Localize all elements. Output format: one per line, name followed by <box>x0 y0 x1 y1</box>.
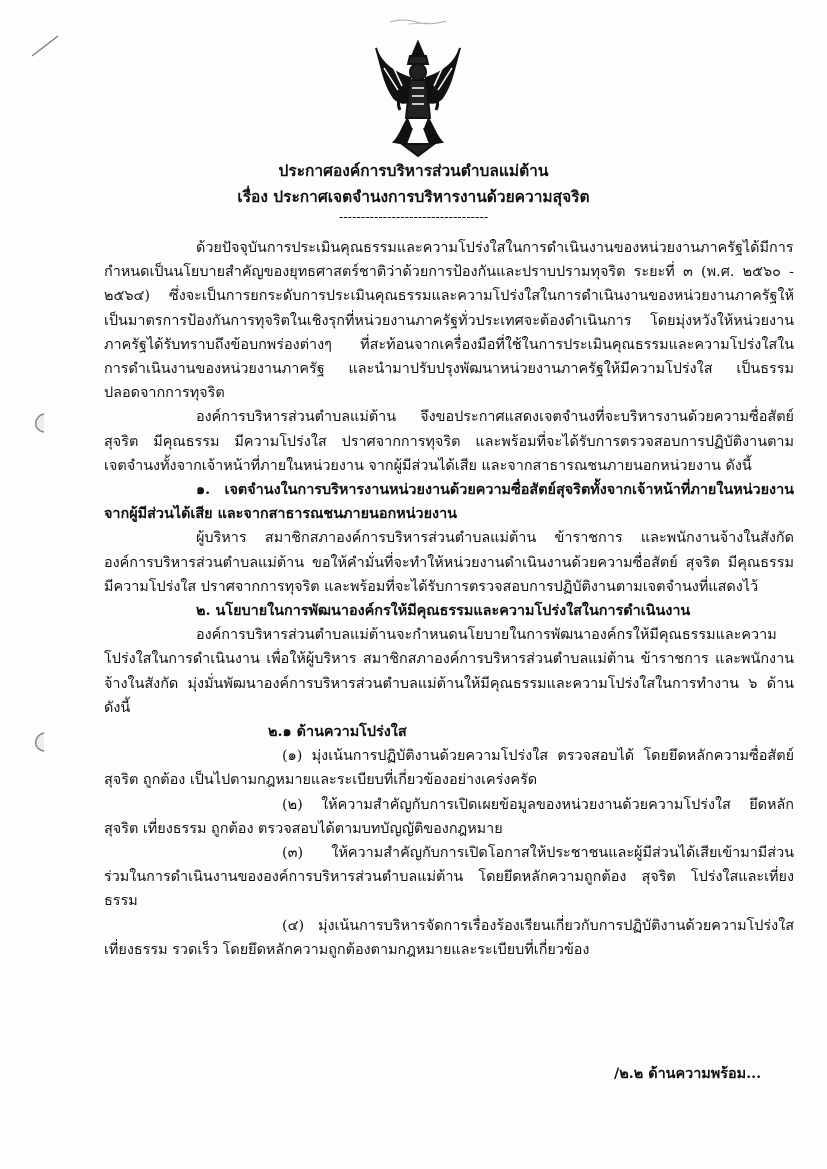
intro-paragraph: ด้วยปัจจุบันการประเมินคุณธรรมและความโปร่งใสในการดำเนินงานของหน่วยงานภาครัฐได้มีการกำหนดเป็นนโยบายสำคัญของยุทธศาสตร์ชาติว่าด้วยการป้องกันและปราบปรามทุจริต ระยะที่ ๓ (พ.ศ. ๒๕๖๐ - ๒๕๖๔) ซึ่งจะเป็นการยกระดับการประเมินคุณธรรมและความโปร่งใสในการดำเนินงานของหน่วยงานภาครัฐให้เป็นมาตรการป้องกันการทุจริตในเชิงรุกที่หน่วยงานภาครัฐทั่วประเทศจะต้องดำเนินการ โดยมุ่งหวังให้หน่วยงานภาครัฐได้รับทราบถึงข้อบกพร่องต่างๆ ที่สะท้อนจากเครื่องมือที่ใช้ในการประเมินคุณธรรมและความโปร่งใสในการดำเนินงานของหน่วยงานภาครัฐ และนำมาปรับปรุงพัฒนาหน่วยงานภาครัฐให้มีความโปร่งใส เป็นธรรม ปลอดจากการทุจริต <box>104 240 794 402</box>
declaration-paragraph: องค์การบริหารส่วนตำบลแม่ต้าน จึงขอประกาศแสดงเจตจำนงที่จะบริหารงานด้วยความซื่อสัตย์สุจริต มีคุณธรรม มีความโปร่งใส ปราศจากการทุจริต และพร้อมที่จะได้รับการตรวจสอบการปฏิบัติงานตามเจตจำนงทั้งจากเจ้าหน้าที่ภายในหน่วยงาน จากผู้มีส่วนได้เสีย และจากสาธารณชนภายนอกหน่วยงาน ดังนี้ <box>104 409 794 474</box>
section-1-text: ผู้บริหาร สมาชิกสภาองค์การบริหารส่วนตำบลแม่ต้าน ข้าราชการ และพนักงานจ้างในสังกัดองค์การบริหารส่วนตำบลแม่ต้าน ขอให้คำมั่นที่จะทำให้หน่วยงานดำเนินงานด้วยความซื่อสัตย์ สุจริต มีคุณธรรม มีความโปร่งใส ปราศจากการทุจริต และพร้อมที่จะได้รับการตรวจสอบการปฏิบัติงานตามเจตจำนงที่แสดงไว้ <box>104 530 794 595</box>
page-continuation: /๒.๒ ด้านความพร้อม... <box>614 1065 762 1082</box>
announcement-subject: เรื่อง ประกาศเจตจำนงการบริหารงานด้วยความสุจริต <box>237 187 590 206</box>
list-item: (๒) ให้ความสำคัญกับการเปิดเผยข้อมูลของหน่วยงานด้วยความโปร่งใส ยึดหลักสุจริต เที่ยงธรรม ถูกต้อง ตรวจสอบได้ตามบทบัญญัติของกฎหมาย <box>104 796 794 837</box>
title-divider: ---------------------------------- <box>338 210 489 225</box>
list-item: (๓) ให้ความสำคัญกับการเปิดโอกาสให้ประชาชนและผู้มีส่วนได้เสียเข้ามามีส่วนร่วมในการดำเนินงานขององค์การบริหารส่วนตำบลแม่ต้าน โดยยึดหลักความถูกต้อง สุจริต โปร่งใสและเที่ยงธรรม <box>104 845 794 910</box>
section-2-text: องค์การบริหารส่วนตำบลแม่ต้านจะกำหนดนโยบายในการพัฒนาองค์กรให้มีคุณธรรมและความโปร่งใสในการดำเนินงาน เพื่อให้ผู้บริหาร สมาชิกสภาองค์การบริหารส่วนตำบลแม่ต้าน ข้าราชการ และพนักงานจ้างในสังกัด มุ่งมั่นพัฒนาองค์การบริหารส่วนตำบลแม่ต้านให้มีคุณธรรมและความโปร่งใสในการทำงาน ๖ ด้าน ดังนี้ <box>104 627 794 716</box>
section-1-heading: ๑. เจตจำนงในการบริหารงานหน่วยงานด้วยความซื่อสัตย์สุจริตทั้งจากเจ้าหน้าที่ภายในหน่วยงาน จากผู้มีส่วนได้เสีย และจากสาธารณชนภายนอกหน่วยงาน <box>104 481 794 523</box>
announcement-title: ประกาศองค์การบริหารส่วนตำบลแม่ต้าน <box>278 161 549 180</box>
list-item: (๔) มุ่งเน้นการบริหารจัดการเรื่องร้องเรียนเกี่ยวกับการปฏิบัติงานด้วยความโปร่งใส เที่ยงธรรม รวดเร็ว โดยยึดหลักความถูกต้องตามกฎหมายและระเบียบที่เกี่ยวข้อง <box>104 917 794 958</box>
faint-stamp-mark <box>388 16 448 26</box>
announcement-body <box>104 236 794 962</box>
section-2-heading: ๒. นโยบายในการพัฒนาองค์กรให้มีคุณธรรมและความโปร่งใสในการดำเนินงาน <box>196 602 691 620</box>
pen-scratch-mark <box>30 34 60 58</box>
subsection-2-1-heading: ๒.๑ ด้านความโปร่งใส <box>268 723 407 741</box>
garuda-emblem-icon <box>372 38 464 158</box>
punch-hole-mark <box>30 412 46 434</box>
list-item: (๑) มุ่งเน้นการปฏิบัติงานด้วยความโปร่งใส ตรวจสอบได้ โดยยึดหลักความซื่อสัตย์สุจริต ถูกต้อง เป็นไปตามกฎหมายและระเบียบที่เกี่ยวข้องอย่างเคร่งครัด <box>104 748 794 789</box>
punch-hole-mark <box>30 731 46 753</box>
